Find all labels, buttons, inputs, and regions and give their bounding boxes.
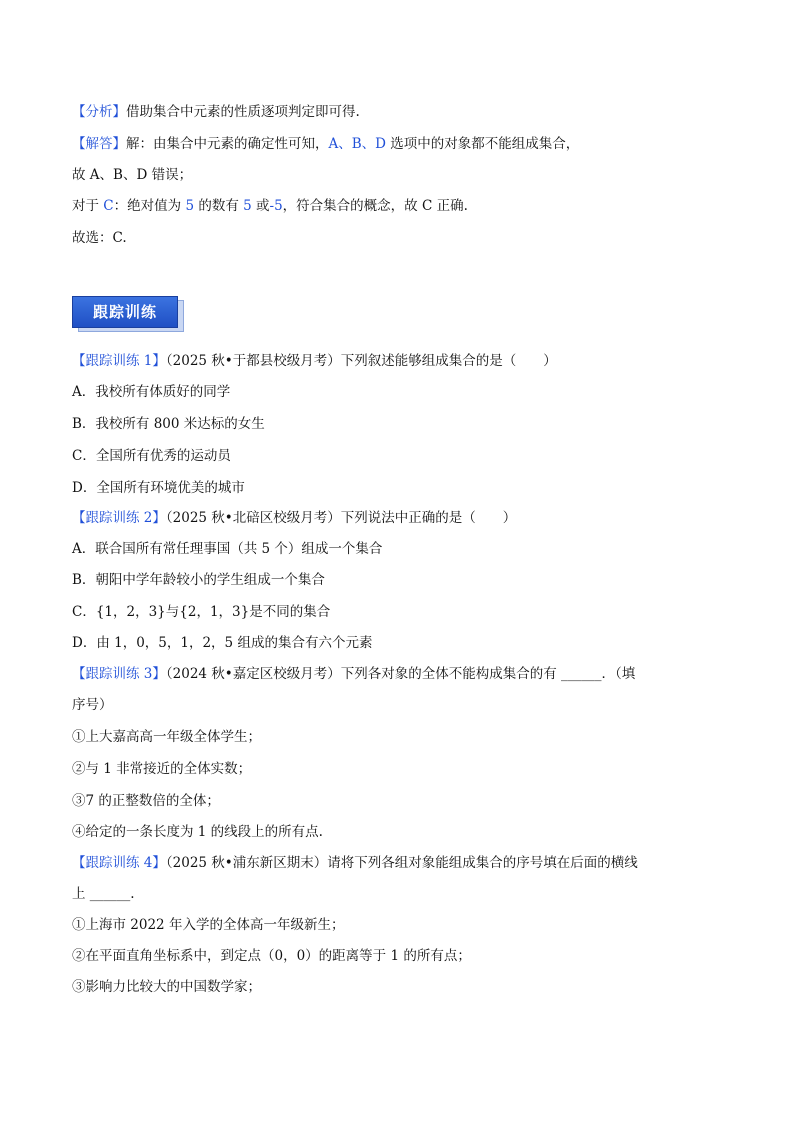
exercise-4-stem (72, 853, 638, 873)
exercise-3-tag-close: 】 (152, 666, 166, 682)
answer-line3-mid1: ：绝对值为 (113, 198, 186, 214)
exercise-2-num: 2 (143, 510, 153, 526)
exercise-3-stem-text: （2024 秋•嘉定区校级月考）下列各对象的全体不能构成集合的有 ______．（填 (165, 666, 636, 682)
answer-line3-post: ，符合集合的概念，故 C 正确. (282, 198, 468, 214)
exercise-3-item-4: ④给定的一条长度为 1 的线段上的所有点. (72, 824, 323, 840)
exercise-1-option-b: B．我校所有 800 米达标的女生 (72, 416, 265, 432)
answer-line-3 (72, 196, 468, 216)
exercise-3-tag-open: 【跟踪训练 (72, 666, 144, 682)
answer-line3-c: C (103, 198, 114, 214)
exercise-4-item-2: ②在平面直角坐标系中，到定点（0，0）的距离等于 1 的所有点； (72, 948, 471, 964)
exercise-3-stem-line-2: 序号） (72, 697, 113, 713)
answer-line-2 (72, 165, 192, 185)
answer-line3-five: 5 (185, 198, 195, 214)
exercise-4-item-1: ①上海市 2022 年入学的全体高一年级新生； (72, 917, 345, 933)
answer-line4: 故选：C. (72, 230, 127, 246)
answer-line1-post: 选项中的对象都不能组成集合， (386, 136, 580, 152)
exercise-4-stem-text: （2025 秋•浦东新区期末）请将下列各组对象能组成集合的序号填在后面的横线 (165, 855, 638, 871)
exercise-1-stem (72, 351, 557, 371)
answer-line1-pre: 解：由集合中元素的确定性可知， (126, 136, 329, 152)
exercise-4-tag-open: 【跟踪训练 (72, 855, 144, 871)
exercise-3-stem (72, 664, 635, 684)
exercise-1-tag-open: 【跟踪训练 (72, 353, 144, 369)
answer-line3-or: 或 (251, 198, 270, 214)
exercise-1-option-c: C．全国所有优秀的运动员 (72, 448, 231, 464)
exercise-4-item-3: ③影响力比较大的中国数学家； (72, 979, 261, 995)
exercise-3-item-2: ②与 1 非常接近的全体实数； (72, 761, 252, 777)
answer-line2: 故 A、B、D 错误； (72, 167, 193, 183)
analysis-line (72, 102, 360, 122)
answer-line-4 (72, 228, 127, 248)
exercise-2-stem (72, 508, 516, 528)
exercise-4-tag-close: 】 (152, 855, 166, 871)
analysis-text: 借助集合中元素的性质逐项判定即可得. (126, 104, 360, 120)
answer-line3-mid2: 的数有 (194, 198, 244, 214)
exercise-1-num: 1 (143, 353, 153, 369)
answer-line1-options: A、B、D (328, 136, 386, 152)
exercise-1-stem-text: （2025 秋•于都县校级月考）下列叙述能够组成集合的是（ ） (165, 353, 557, 369)
exercise-3-item-1: ①上大嘉高高一年级全体学生； (72, 729, 261, 745)
badge-label: 跟踪训练 (72, 296, 178, 328)
exercise-2-tag-open: 【跟踪训练 (72, 510, 144, 526)
answer-line3-neg-five: -5 (269, 198, 283, 214)
answer-tag: 【解答】 (72, 136, 126, 152)
exercise-3-num: 3 (143, 666, 153, 682)
answer-line-1 (72, 134, 579, 154)
exercise-1-option-d: D．全国所有环境优美的城市 (72, 480, 245, 496)
exercise-3-item-3: ③7 的正整数倍的全体； (72, 793, 220, 809)
exercise-1-option-a: A．我校所有体质好的同学 (72, 384, 231, 400)
section-badge (72, 296, 178, 328)
exercise-4-stem-line-2: 上 ______. (72, 886, 135, 902)
exercise-1-tag-close: 】 (152, 353, 166, 369)
answer-line3-pre: 对于 (72, 198, 104, 214)
answer-line3-five-b: 5 (243, 198, 252, 214)
exercise-4-num: 4 (143, 855, 153, 871)
exercise-2-option-a: A．联合国所有常任理事国（共 5 个）组成一个集合 (72, 541, 383, 557)
exercise-2-option-b: B．朝阳中学年龄较小的学生组成一个集合 (72, 572, 325, 588)
exercise-2-option-d: D．由 1，0，5，1，2，5 组成的集合有六个元素 (72, 635, 373, 651)
exercise-2-option-c: C．{1，2，3}与{2，1，3}是不同的集合 (72, 604, 331, 620)
exercise-2-stem-text: （2025 秋•北碚区校级月考）下列说法中正确的是（ ） (165, 510, 517, 526)
analysis-tag: 【分析】 (72, 104, 126, 120)
exercise-2-tag-close: 】 (152, 510, 166, 526)
